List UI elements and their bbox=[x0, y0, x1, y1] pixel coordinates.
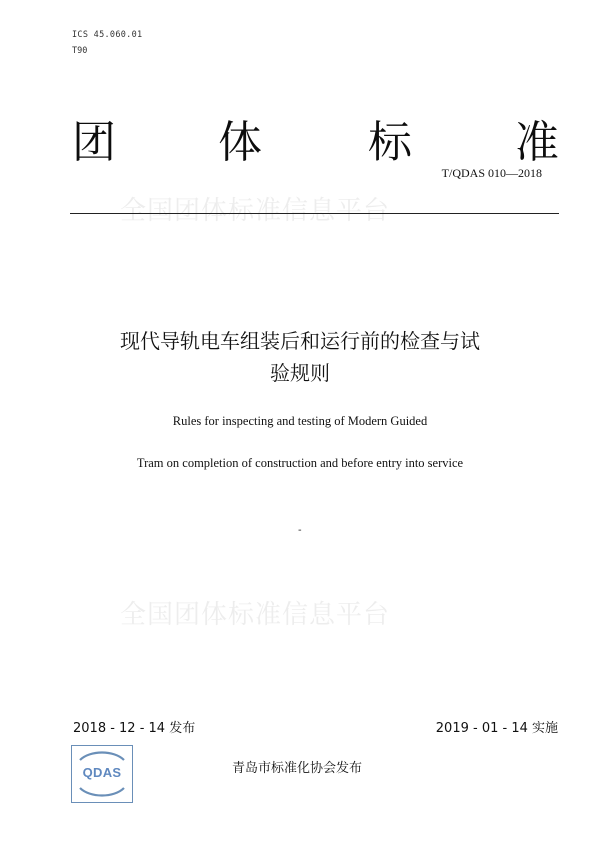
standard-type-char-2: 体 bbox=[218, 117, 262, 168]
publisher: 青岛市标准化协会发布 bbox=[232, 761, 363, 776]
title-en-line-1: Rules for inspecting and testing of Modern Guided bbox=[172, 414, 428, 428]
watermark-bottom: 全国团体标准信息平台 bbox=[120, 600, 391, 630]
standard-number: T/QDAS 010—2018 bbox=[441, 166, 542, 180]
ics-code: ICS 45.060.01 bbox=[72, 30, 143, 40]
title-en-line-2: Tram on completion of construction and before entry into service bbox=[136, 456, 464, 470]
implement-date: 2019 - 01 - 14 实施 bbox=[435, 721, 558, 736]
draft-mark: - bbox=[298, 525, 302, 536]
header-divider bbox=[70, 213, 559, 214]
standard-type-char-4: 准 bbox=[515, 117, 559, 168]
title-zh-line-1: 现代导轨电车组装后和运行前的检查与试 bbox=[120, 329, 480, 353]
watermark-top: 全国团体标准信息平台 bbox=[120, 196, 391, 226]
qdas-logo bbox=[71, 745, 133, 803]
title-zh-line-2: 验规则 bbox=[270, 361, 330, 385]
logo-text: QDAS bbox=[82, 765, 122, 780]
standard-type-char-3: 标 bbox=[368, 117, 412, 168]
classification-code: T90 bbox=[72, 46, 88, 56]
standard-type-char-1: 团 bbox=[72, 117, 116, 168]
publish-date: 2018 - 12 - 14 发布 bbox=[73, 721, 196, 736]
